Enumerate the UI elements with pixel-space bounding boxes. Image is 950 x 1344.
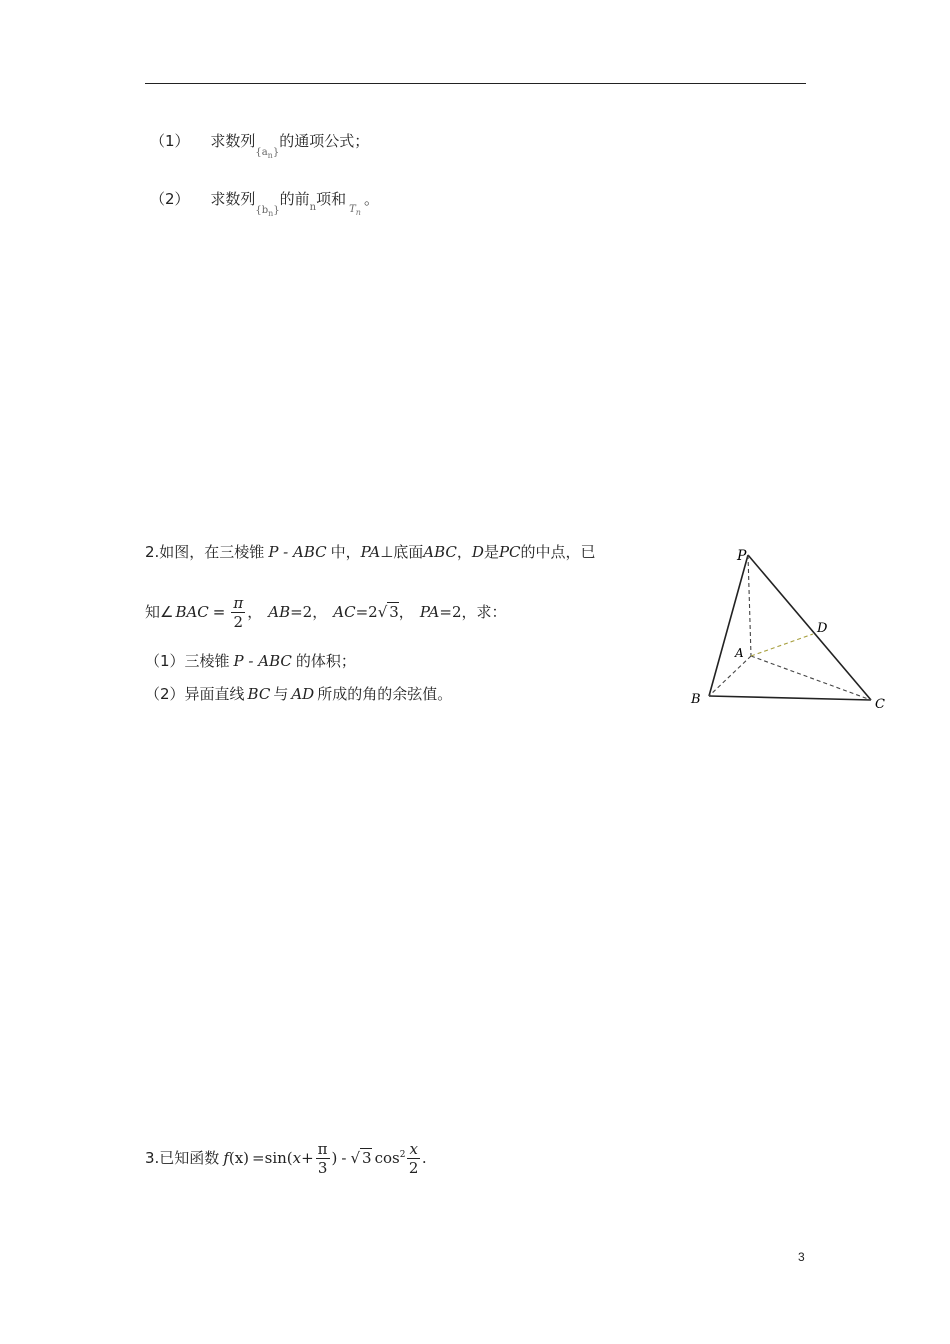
sqrt-3-q3: √ 3	[350, 1149, 372, 1167]
var-T: Tn	[349, 204, 361, 217]
part-2-number: （2）	[150, 190, 190, 208]
label-B: B	[691, 692, 701, 707]
question-2-line-1: 2.如图，在三棱锥 P - ABC 中，PA⊥底面ABC，D是PC的中点，已	[145, 543, 596, 561]
sqrt-3: √ 3	[377, 603, 399, 621]
label-A: A	[735, 646, 744, 660]
seq-b: {bn}	[255, 205, 280, 218]
label-P: P	[737, 548, 747, 564]
header-rule	[145, 83, 806, 84]
tetra-name: P - ABC	[268, 543, 327, 561]
part-1-number: （1）	[150, 132, 190, 150]
edge-PC	[748, 555, 871, 700]
seq-a: {an}	[255, 147, 280, 160]
label-C: C	[875, 697, 885, 712]
page-number: 3	[798, 1250, 805, 1264]
question-2-line-2: 知∠ BAC = $\frac{\pi}{2}$ ， AB=2， AC=2√ 3， PA=2，求：	[145, 594, 507, 631]
pi-over-3: $\frac{\pi}{3}$	[317, 1140, 328, 1177]
part-2-text: 求数列	[210, 190, 256, 208]
part-1-text: 求数列	[210, 132, 256, 150]
edge-PA	[748, 555, 751, 656]
tetrahedron-figure	[685, 538, 895, 718]
part-2: （2） 求数列$_{\{b_n\}}$的前$_n$项和$_{T_n}$。	[150, 190, 379, 218]
question-2-sub-2: （2）异面直线 BC 与 AD 所成的角的余弦值。	[145, 685, 453, 703]
question-2-sub-1: （1）三棱锥 P - ABC 的体积；	[145, 652, 356, 670]
edge-PB	[709, 555, 748, 696]
x-over-2: $\frac{x}{2}$	[408, 1140, 419, 1177]
label-D: D	[817, 621, 828, 636]
part-1-text-end: 的通项公式；	[279, 132, 370, 150]
var-n: n	[309, 202, 317, 213]
pi-over-2: $\frac{\pi}{2}$	[233, 594, 244, 631]
edge-BC	[709, 696, 871, 700]
part-1	[150, 130, 370, 160]
question-3: 3.已知函数 f(x) =sin(x+ $\frac{\pi}{3}$ ) - √ 3 $\cos^2$ $\frac{x}{2}$ .	[145, 1140, 427, 1177]
edge-AD	[751, 634, 813, 656]
